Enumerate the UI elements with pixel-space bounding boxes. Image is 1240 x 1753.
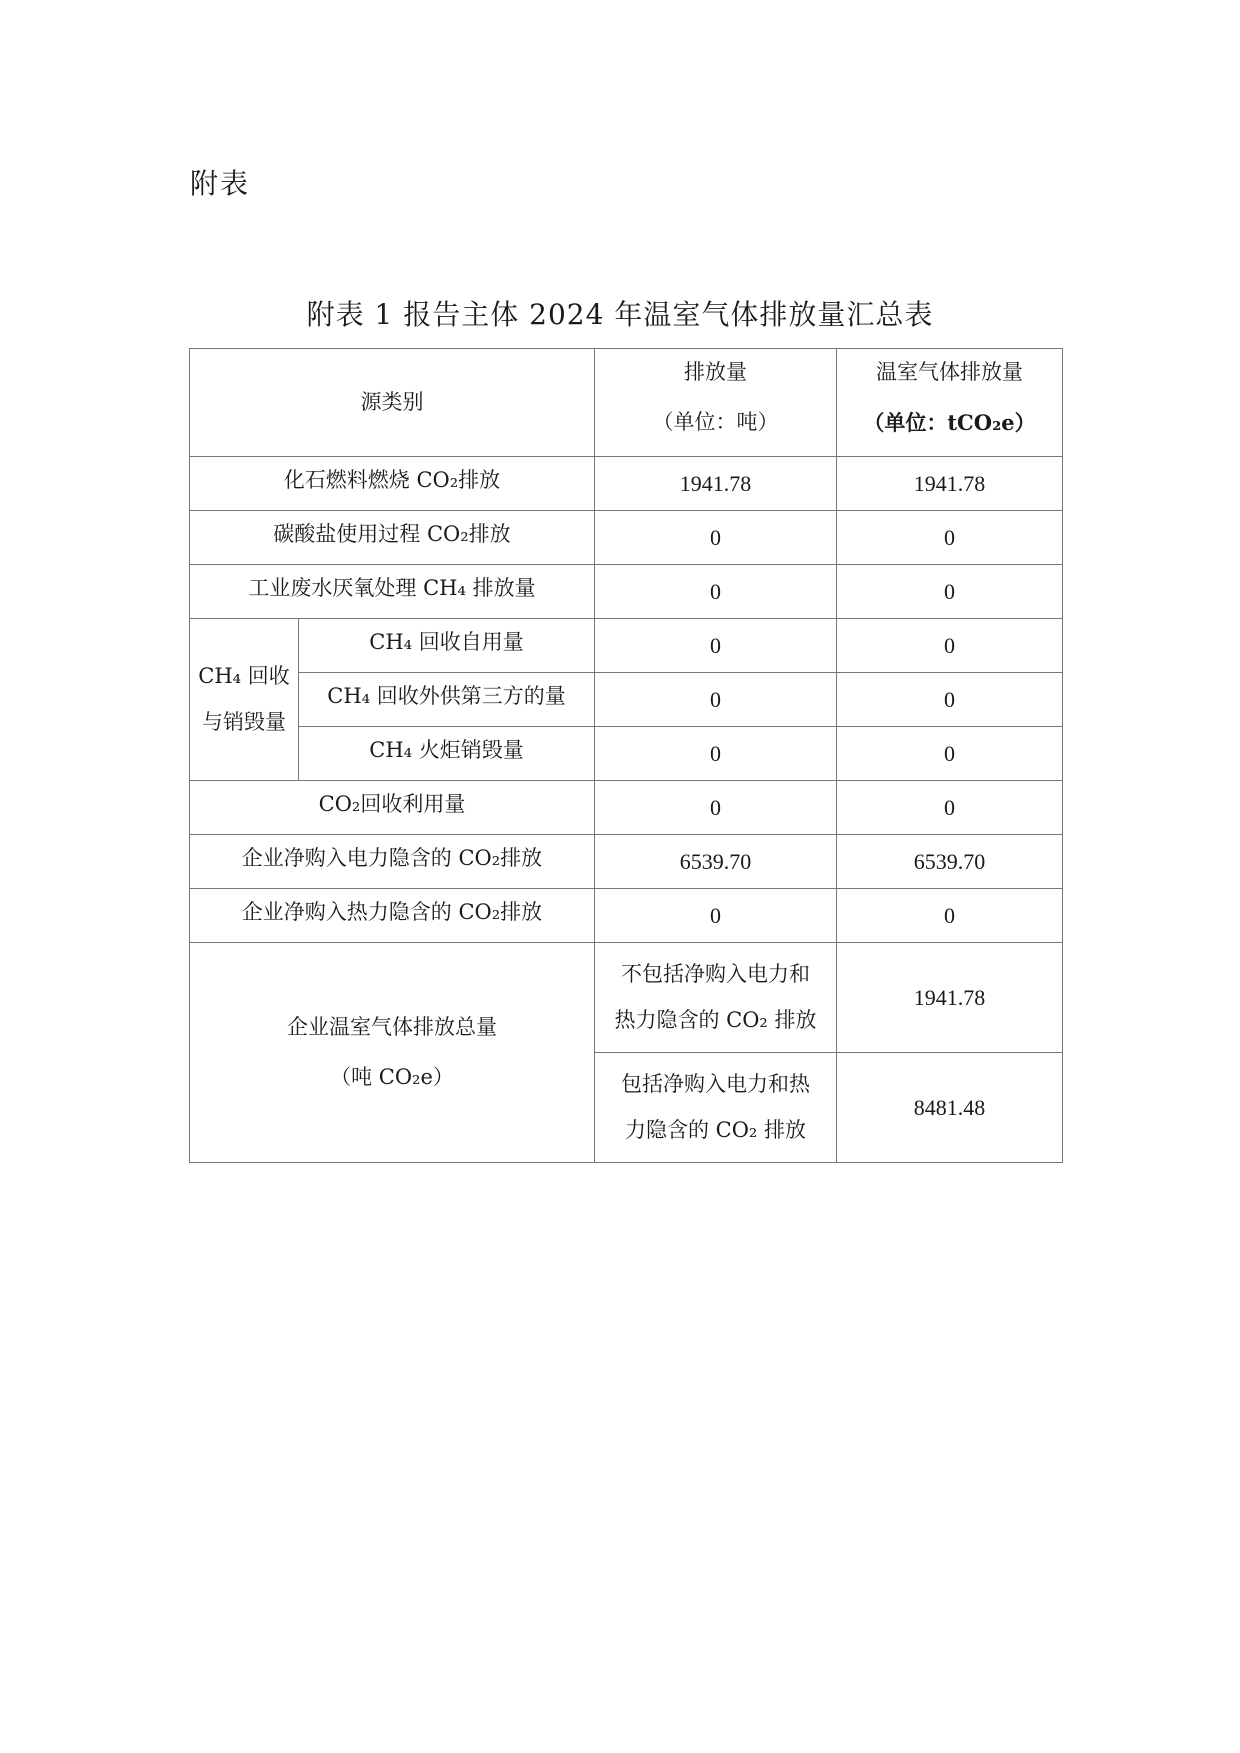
row-ghg: 0: [837, 727, 1063, 781]
row-emission: 1941.78: [595, 457, 837, 511]
row-label: 化石燃料燃烧 CO₂排放: [190, 457, 595, 511]
header-ghg: [837, 349, 1063, 457]
header-ghg-title: 温室气体排放量: [876, 360, 1023, 384]
ch4-group-line2: 与销毁量: [202, 709, 286, 734]
row-emission: 6539.70: [595, 835, 837, 889]
table-row: [190, 889, 1063, 943]
total-incl-line2: 力隐含的 CO₂ 排放: [624, 1117, 807, 1142]
total-label-line1: 企业温室气体排放总量: [287, 1015, 497, 1039]
table-row: [190, 727, 1063, 781]
total-label: [190, 943, 595, 1163]
header-emission-title: 排放量: [684, 360, 747, 384]
total-excl-value: 1941.78: [837, 943, 1063, 1053]
row-emission: 0: [595, 727, 837, 781]
row-ghg: 1941.78: [837, 457, 1063, 511]
header-emission-unit: （单位：吨）: [652, 409, 779, 434]
ch4-group-line1: CH₄ 回收: [198, 664, 290, 688]
row-label: CO₂回收利用量: [190, 781, 595, 835]
header-ghg-unit: （单位：tCO₂e）: [863, 409, 1036, 435]
row-emission: 0: [595, 619, 837, 673]
table-caption: 附表 1 报告主体 2024 年温室气体排放量汇总表: [306, 298, 934, 331]
row-label: 企业净购入热力隐含的 CO₂排放: [190, 889, 595, 943]
header-row: [190, 349, 1063, 457]
row-emission: 0: [595, 511, 837, 565]
total-incl-label: [595, 1053, 837, 1163]
total-row-excl: [190, 943, 1063, 1053]
row-ghg: 0: [837, 511, 1063, 565]
table-row: [190, 619, 1063, 673]
emissions-summary-table: [189, 348, 1063, 1163]
table-row: [190, 835, 1063, 889]
row-emission: 0: [595, 565, 837, 619]
header-emission: [595, 349, 837, 457]
row-ghg: 0: [837, 565, 1063, 619]
total-excl-label: [595, 943, 837, 1053]
total-incl-value: 8481.48: [837, 1053, 1063, 1163]
total-excl-line1: 不包括净购入电力和: [621, 962, 810, 986]
total-excl-line2: 热力隐含的 CO₂ 排放: [614, 1007, 817, 1032]
table-row: [190, 457, 1063, 511]
row-ghg: 0: [837, 673, 1063, 727]
total-label-line2: （吨 CO₂e）: [330, 1064, 454, 1089]
row-label: CH₄ 回收自用量: [299, 619, 595, 673]
row-emission: 0: [595, 781, 837, 835]
table-row: [190, 673, 1063, 727]
row-ghg: 0: [837, 619, 1063, 673]
table-row: [190, 781, 1063, 835]
row-label: 工业废水厌氧处理 CH₄ 排放量: [190, 565, 595, 619]
row-emission: 0: [595, 889, 837, 943]
row-label: 碳酸盐使用过程 CO₂排放: [190, 511, 595, 565]
row-label: CH₄ 回收外供第三方的量: [299, 673, 595, 727]
row-label: 企业净购入电力隐含的 CO₂排放: [190, 835, 595, 889]
row-emission: 0: [595, 673, 837, 727]
row-ghg: 0: [837, 781, 1063, 835]
row-label: CH₄ 火炬销毁量: [299, 727, 595, 781]
total-incl-line1: 包括净购入电力和热: [621, 1072, 810, 1096]
table-row: [190, 511, 1063, 565]
table-row: [190, 565, 1063, 619]
page-heading: 附表: [190, 167, 251, 200]
ch4-group-label: [190, 619, 299, 781]
row-ghg: 0: [837, 889, 1063, 943]
header-source: 源类别: [190, 349, 595, 457]
row-ghg: 6539.70: [837, 835, 1063, 889]
